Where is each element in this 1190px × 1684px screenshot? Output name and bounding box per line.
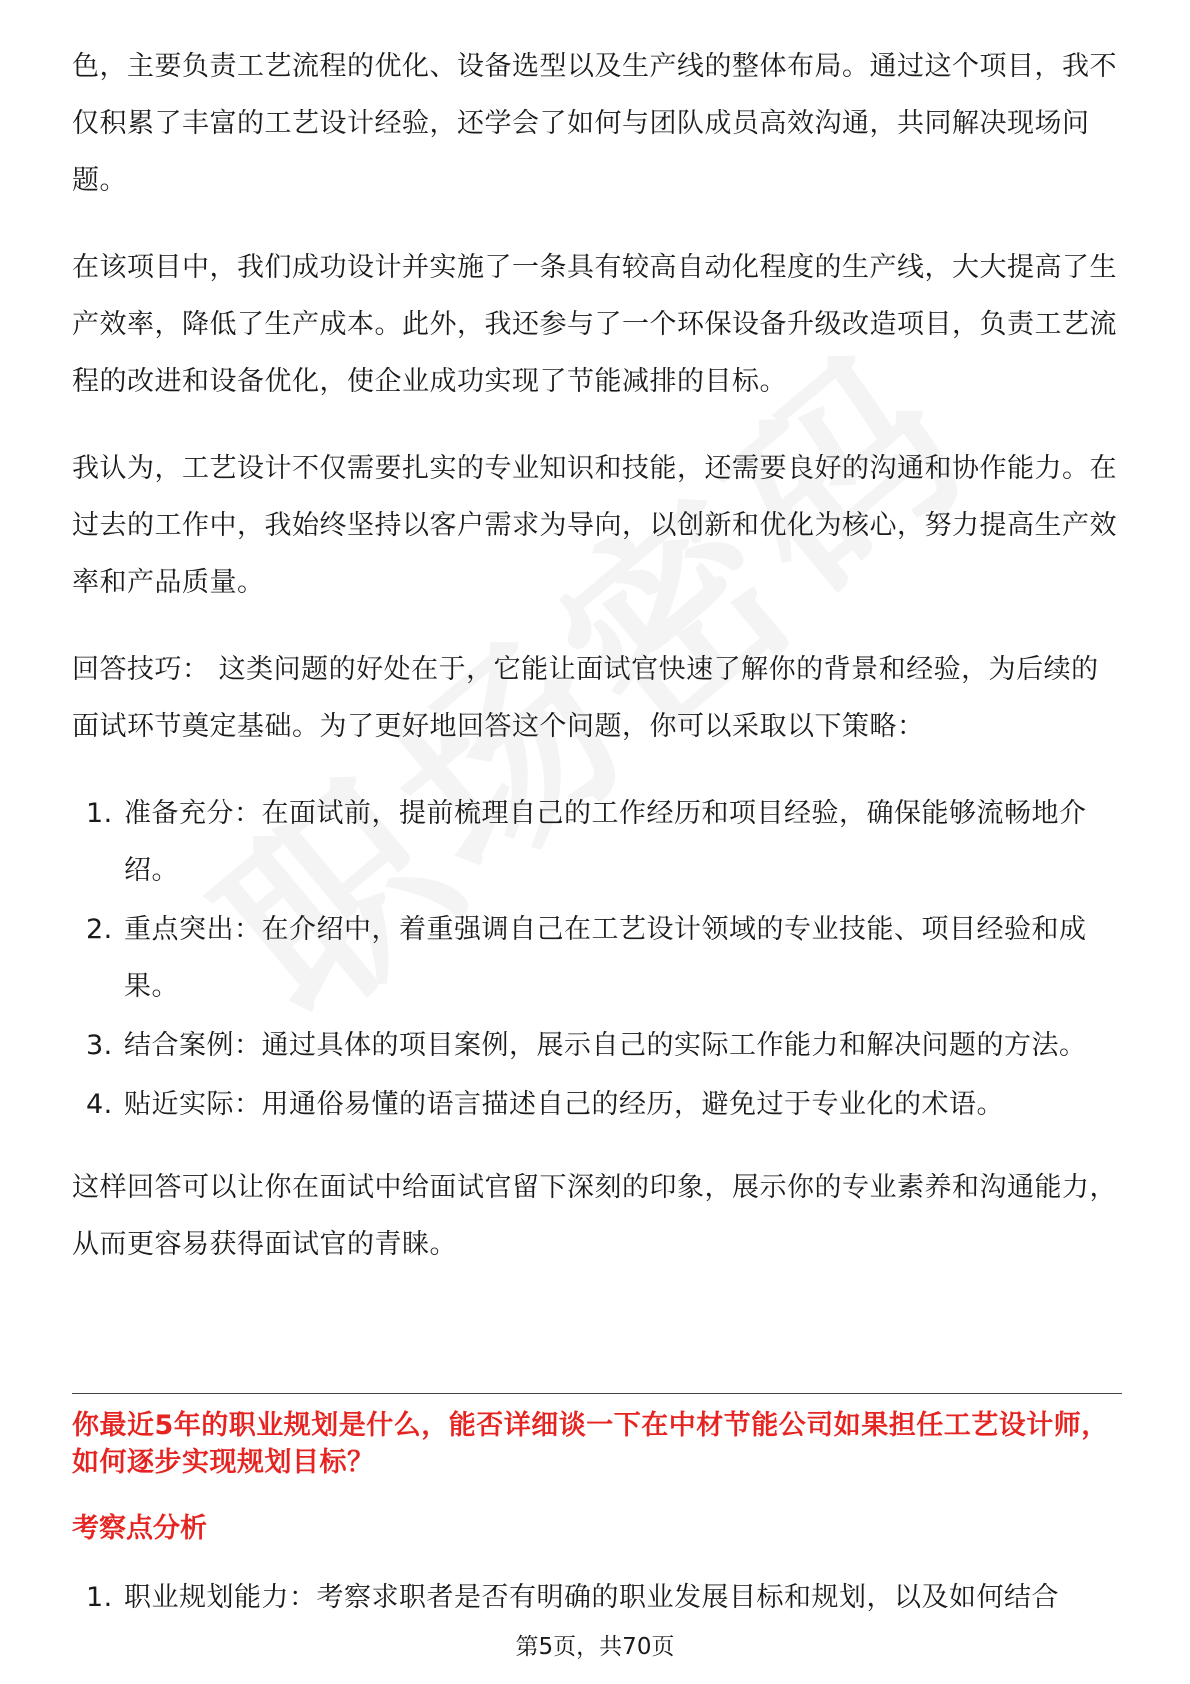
list-number: 3. <box>86 1030 113 1061</box>
paragraph-tips: 回答技巧： 这类问题的好处在于，它能让面试官快速了解你的背景和经验，为后续的面试环节奠定基础。为了更好地回答这个问题，你可以采取以下策略： <box>72 654 1099 742</box>
list-number: 2. <box>86 914 113 945</box>
document-body <box>72 38 1122 1303</box>
paragraph-intro: 色，主要负责工艺流程的优化、设备选型以及生产线的整体布局。通过这个项目，我不仅积累了丰富的工艺设计经验，还学会了如何与团队成员高效沟通，共同解决现场问题。 <box>72 51 1117 196</box>
analysis-list <box>72 1578 1122 1618</box>
paragraph-project: 在该项目中，我们成功设计并实施了一条具有较高自动化程度的生产线，大大提高了生产效率，降低了生产成本。此外，我还参与了一个环保设备升级改造项目，负责工艺流程的改进和设备优化，使企业成功实现了节能减排的目标。 <box>72 252 1117 397</box>
paragraph-closing: 这样回答可以让你在面试中给面试官留下深刻的印象，展示你的专业素养和沟通能力，从而更容易获得面试官的青睐。 <box>72 1172 1117 1260</box>
analysis-heading: 考察点分析 <box>72 1513 207 1544</box>
list-item <box>72 1578 1122 1618</box>
strategy-list <box>72 785 1122 1133</box>
list-item <box>72 1076 1122 1133</box>
list-number: 1. <box>86 798 113 829</box>
list-text: 贴近实际：用通俗易懂的语言描述自己的经历，避免过于专业化的术语。 <box>124 1089 1004 1120</box>
list-text: 职业规划能力：考察求职者是否有明确的职业发展目标和规划，以及如何结合 <box>124 1582 1059 1613</box>
list-text: 重点突出：在介绍中，着重强调自己在工艺设计领域的专业技能、项目经验和成果。 <box>124 914 1087 1002</box>
list-text: 结合案例：通过具体的项目案例，展示自己的实际工作能力和解决问题的方法。 <box>124 1030 1087 1061</box>
list-item <box>72 785 1122 899</box>
list-number: 4. <box>86 1089 113 1120</box>
list-text: 准备充分：在面试前，提前梳理自己的工作经历和项目经验，确保能够流畅地介绍。 <box>124 798 1087 886</box>
question-heading: 你最近5年的职业规划是什么，能否详细谈一下在中材节能公司如果担任工艺设计师，如何逐步实现规划目标？ <box>72 1410 1109 1478</box>
paragraph-opinion: 我认为，工艺设计不仅需要扎实的专业知识和技能，还需要良好的沟通和协作能力。在过去的工作中，我始终坚持以客户需求为导向，以创新和优化为核心，努力提高生产效率和产品质量。 <box>72 453 1117 598</box>
list-item <box>72 901 1122 1015</box>
list-item <box>72 1017 1122 1074</box>
section-divider <box>72 1393 1122 1394</box>
page-footer: 第5页，共70页 <box>515 1634 675 1660</box>
list-number: 1. <box>86 1582 113 1613</box>
